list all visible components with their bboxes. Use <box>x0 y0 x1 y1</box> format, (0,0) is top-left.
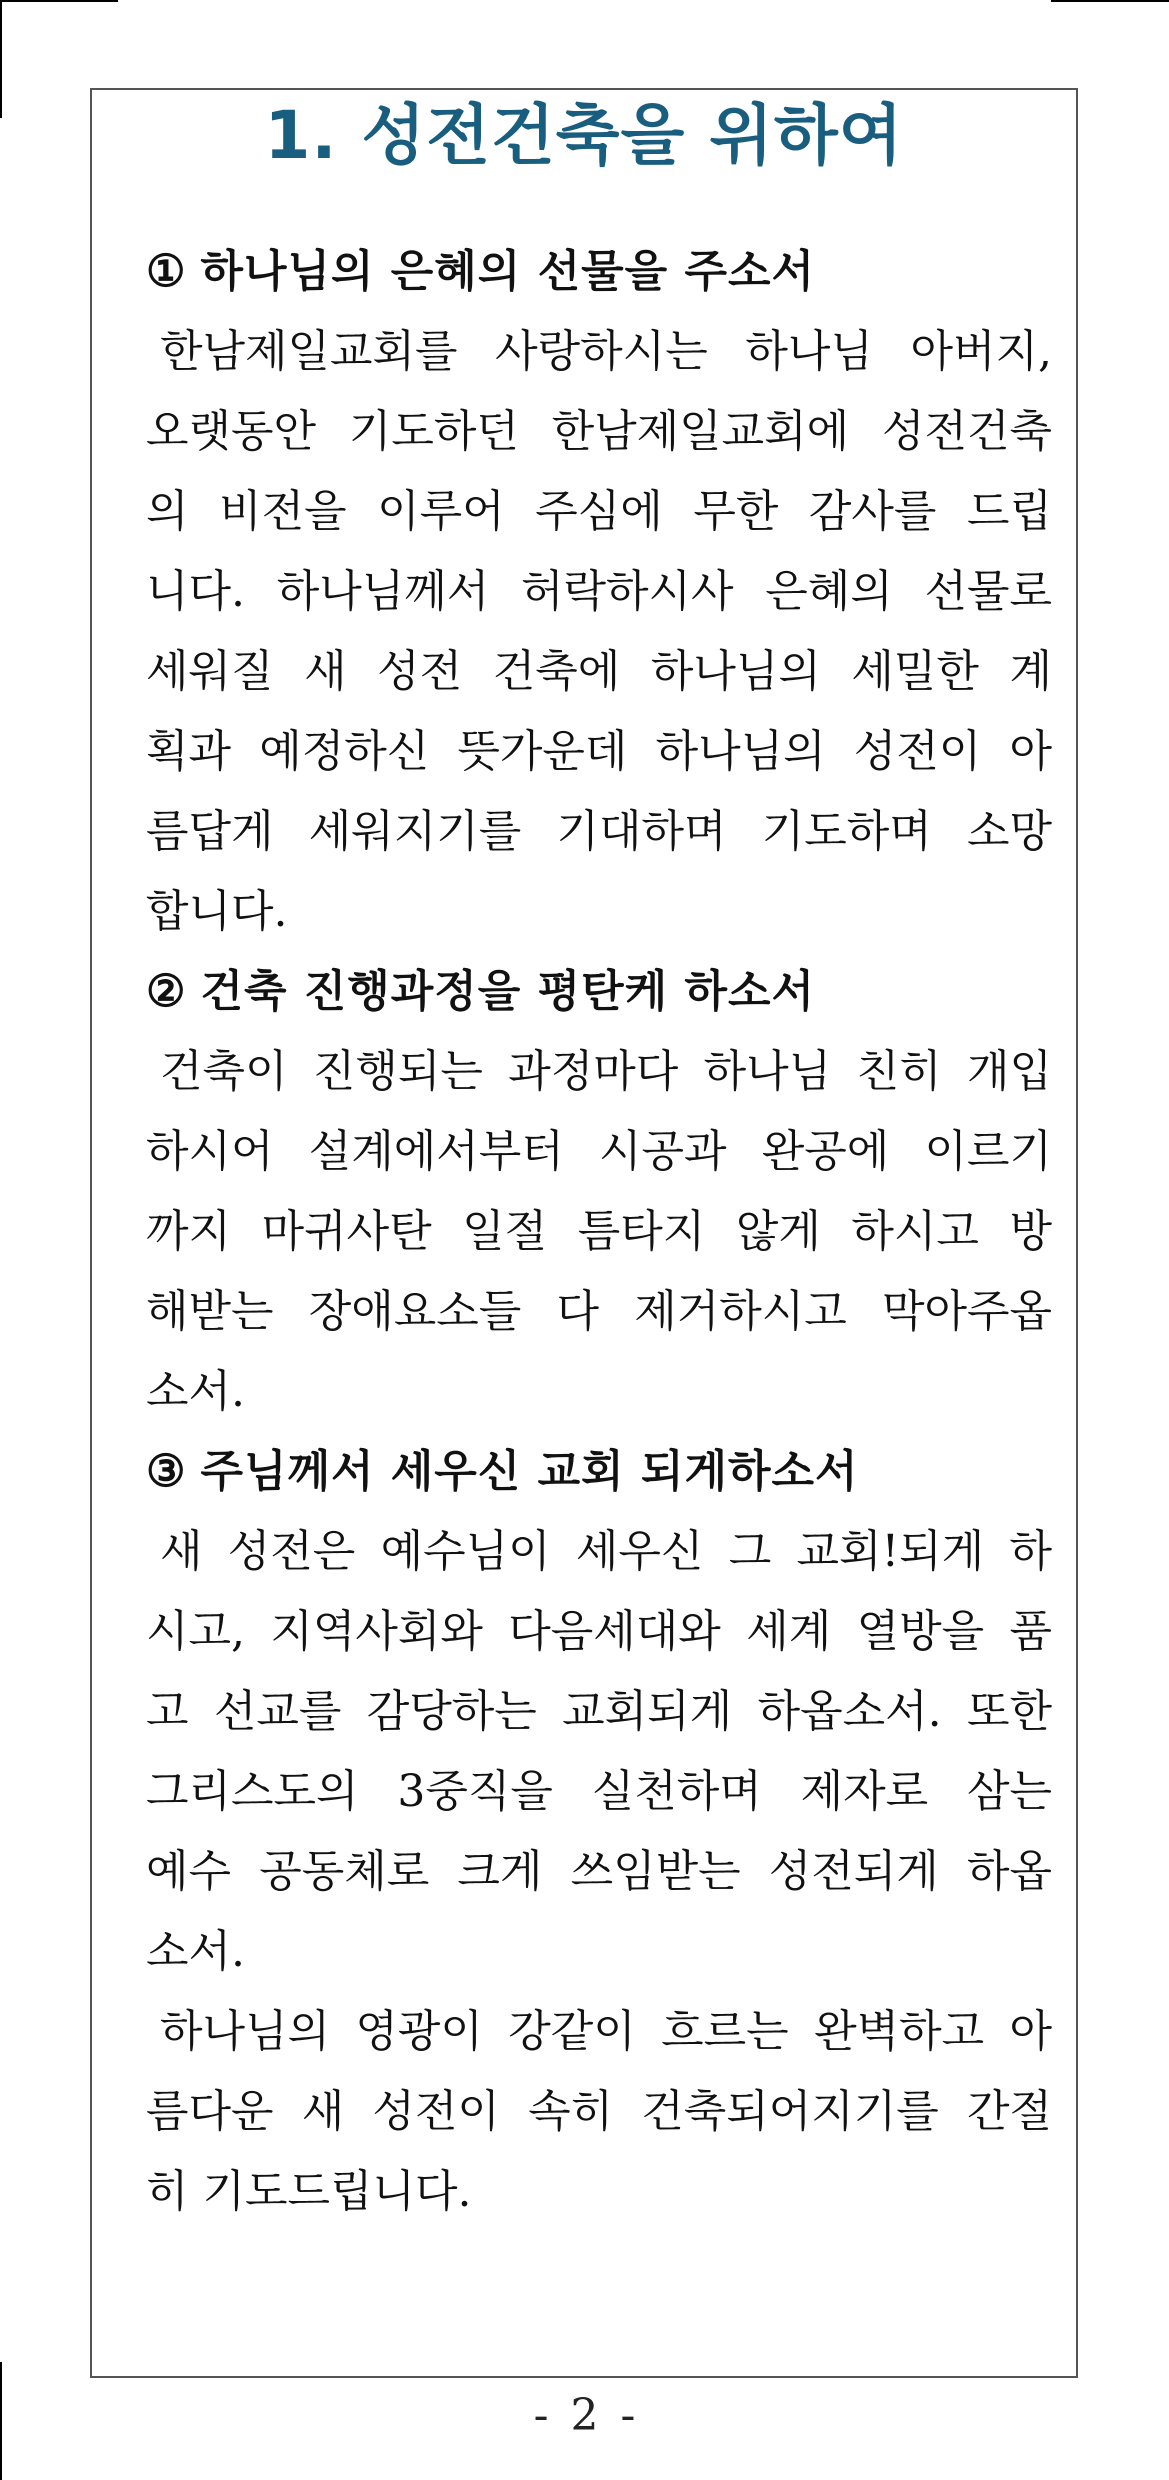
section-paragraph-line: 니다. 하나님께서 허락하시사 은혜의 선물로 <box>146 566 1052 617</box>
section-number: ① <box>146 246 187 297</box>
crop-mark-top-right-horizontal <box>1051 0 1169 2</box>
crop-mark-top-left-horizontal <box>0 0 118 2</box>
section-paragraph-line: 고 선교를 감당하는 교회되게 하옵소서. 또한 <box>146 1686 1052 1737</box>
section-paragraph-line: 소서. <box>146 1366 245 1417</box>
section-paragraph-line: 오랫동안 기도하던 한남제일교회에 성전건축 <box>146 406 1052 457</box>
section-paragraph-line: 새 성전은 예수님이 세우신 그 교회!되게 하 <box>160 1526 1052 1577</box>
section-paragraph-line: 까지 마귀사탄 일절 틈타지 않게 하시고 방 <box>146 1206 1052 1257</box>
section-heading <box>146 1432 1052 1512</box>
section-paragraph-line: 합니다. <box>146 886 288 937</box>
page-title: 1. 성전건축을 위하여 <box>264 97 904 174</box>
section-number: ② <box>146 966 187 1017</box>
section-heading <box>146 952 1052 1032</box>
page-number: - 2 - <box>533 2390 636 2441</box>
section-heading-text: 하나님의 은혜의 선물을 주소서 <box>200 246 815 297</box>
closing-paragraph-line: 히 기도드립니다. <box>146 2166 472 2217</box>
closing-paragraph-line: 하나님의 영광이 강같이 흐르는 완벽하고 아 <box>160 2006 1052 2057</box>
section-paragraph-line: 획과 예정하신 뜻가운데 하나님의 성전이 아 <box>146 726 1052 777</box>
closing-paragraph-line: 름다운 새 성전이 속히 건축되어지기를 간절 <box>146 2086 1052 2137</box>
section-paragraph-line: 그리스도의 3중직을 실천하며 제자로 삼는 <box>146 1766 1052 1817</box>
section-paragraph-line: 시고, 지역사회와 다음세대와 세계 열방을 품 <box>146 1606 1052 1657</box>
section-heading <box>146 232 1052 312</box>
section-heading-text: 주님께서 세우신 교회 되게하소서 <box>200 1446 859 1497</box>
section-paragraph-line: 해받는 장애요소들 다 제거하시고 막아주옵 <box>146 1286 1052 1337</box>
section-paragraph-line: 예수 공동체로 크게 쓰임받는 성전되게 하옵 <box>146 1846 1052 1897</box>
section-paragraph-line: 름답게 세워지기를 기대하며 기도하며 소망 <box>146 806 1052 857</box>
section-paragraph-line: 한남제일교회를 사랑하시는 하나님 아버지, <box>160 326 1052 377</box>
section-number: ③ <box>146 1446 187 1497</box>
section-paragraph-line: 하시어 설계에서부터 시공과 완공에 이르기 <box>146 1126 1052 1177</box>
section-paragraph-line: 소서. <box>146 1926 245 1977</box>
crop-mark-top-left-vertical <box>0 0 2 118</box>
section-paragraph-line: 의 비전을 이루어 주심에 무한 감사를 드립 <box>146 486 1052 537</box>
section-paragraph-line: 건축이 진행되는 과정마다 하나님 친히 개입 <box>160 1046 1052 1097</box>
section-paragraph-line: 세워질 새 성전 건축에 하나님의 세밀한 계 <box>146 646 1052 697</box>
prayer-body <box>146 232 1052 2232</box>
page-frame <box>90 88 1078 2378</box>
section-heading-text: 건축 진행과정을 평탄케 하소서 <box>200 966 815 1017</box>
